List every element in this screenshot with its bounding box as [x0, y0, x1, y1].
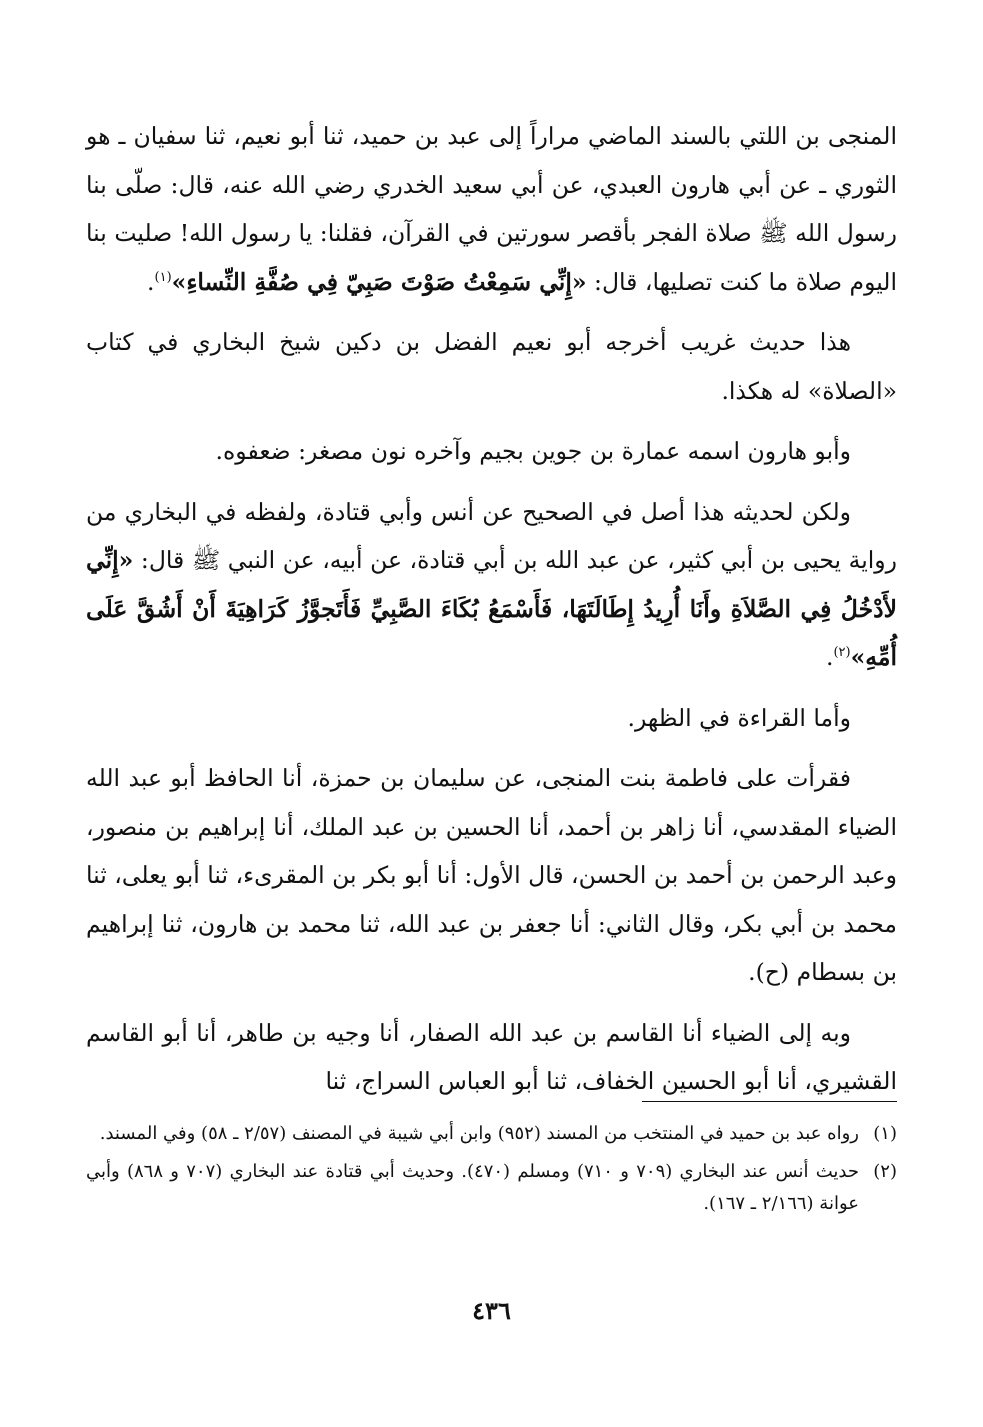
paragraph-3: وأبو هارون اسمه عمارة بن جوين بجيم وآخره نون مصغر: ضعفوه.: [215, 437, 851, 465]
footnote-1-number: (١): [873, 1123, 897, 1144]
paragraph-5: وأما القراءة في الظهر.: [627, 703, 851, 732]
footnote-ref-2[interactable]: (٢): [833, 645, 851, 661]
paragraph-4-text: ولكن لحديثه هذا أصل في الصحيح عن أنس وأبي قتادة، ولفظه في البخاري من رواية يحيى بن أبي كثير، عن عبد الله بن أبي قتادة، عن أبيه، عن النبي ﷺ قال:: [86, 497, 897, 574]
footnotes: [86, 1118, 897, 1226]
hadith-quote-2: «إِنِّي لأَدْخُلُ فِي الصَّلاَةِ وأَنَا أُرِيدُ إِطَالَتَهَا، فَأَسْمَعُ بُكَاءَ الصَّبِيِّ فَأَتَجوَّزُ كَرَاهِيَةَ أَنْ أَشُقَّ عَلَى أُمِّهِ»: [86, 546, 897, 671]
paragraph-6: فقرأت على فاطمة بنت المنجى، عن سليمان بن حمزة، أنا الحافظ أبو عبد الله الضياء المقدسي، أنا زاهر بن أحمد، أنا الحسين بن عبد الملك، أنا إبراهيم بن منصور، وعبد الرحمن بن أحمد بن الحسن، قال الأول: أنا أبو بكر بن المقرىء، ثنا أبو يعلى، ثنا محمد بن أبي بكر، وقال الثاني: أنا جعفر بن عبد الله، ثنا محمد بن هارون، ثنا إبراهيم بن بسطام (ح).: [86, 764, 897, 986]
paragraph-4: [86, 488, 897, 682]
paragraph-4-end: .: [825, 643, 834, 671]
paragraph-2: هذا حديث غريب أخرجه أبو نعيم الفضل بن دكين شيخ البخاري في كتاب «الصلاة» له هكذا.: [86, 328, 897, 405]
paragraph-1: [86, 112, 897, 306]
paragraph-1-text: المنجى بن اللتي بالسند الماضي مراراً إلى عبد بن حميد، ثنا أبو نعيم، ثنا سفيان ـ هو الثوري ـ عن أبي هارون العبدي، عن أبي سعيد الخدري رضي الله عنه، قال: صلّى بنا رسول الله ﷺ صلاة الفجر بأقصر سورتين في القرآن، فقلنا: يا رسول الله! صليت بنا اليوم صلاة ما كنت تصليها، قال:: [86, 122, 897, 296]
paragraph-1-end: .: [147, 267, 155, 296]
hadith-quote-1: «إِنِّي سَمِعْتُ صَوْتَ صَبِيّ فِي صُفَّةِ النِّساءِ»: [171, 267, 587, 296]
footnote-2-number: (٢): [873, 1161, 897, 1182]
paragraph-7: وبه إلى الضياء أنا القاسم بن عبد الله الصفار، أنا وجيه بن طاهر، أنا أبو القاسم القشيري، أنا أبو الحسين الخفاف، ثنا أبو العباس السراج، ثنا: [86, 1018, 897, 1095]
footnote-2: [86, 1156, 897, 1220]
footnote-divider: [642, 1101, 897, 1102]
page-number: ٤٣٦: [472, 1296, 511, 1325]
footnote-1-text: رواه عبد بن حميد في المنتخب من المسند (٩٥٢) وابن أبي شيبة في المصنف (٢/٥٧ ـ ٥٨) وفي المسند.: [99, 1123, 859, 1144]
footnote-1: [86, 1118, 897, 1150]
footnote-ref-1[interactable]: (١): [154, 269, 172, 285]
main-text: [86, 112, 897, 1118]
footnote-2-text: حديث أنس عند البخاري (٧٠٩ و ٧١٠) ومسلم (٤٧٠). وحديث أبي قتادة عند البخاري (٧٠٧ و ٨٦٨) وأبي عوانة (٢/١٦٦ ـ ١٦٧).: [86, 1161, 859, 1214]
